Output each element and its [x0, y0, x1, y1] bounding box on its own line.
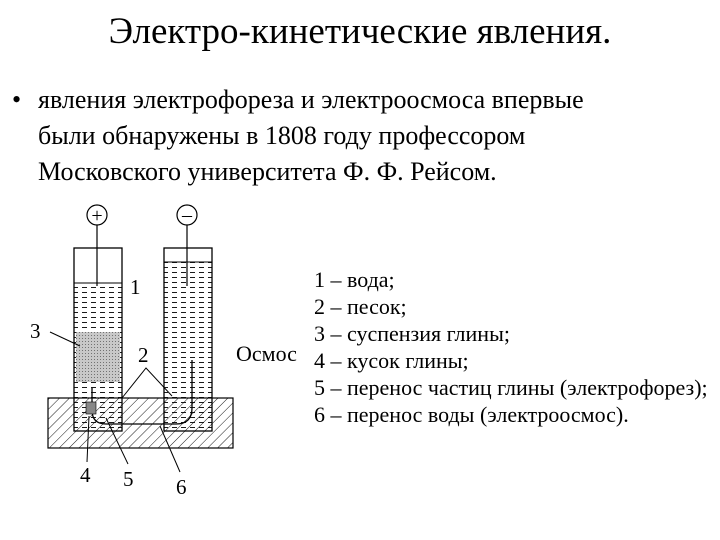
- slide-title: Электро-кинетические явления.: [108, 11, 612, 52]
- legend-item: 6 – перенос воды (электроосмос).: [314, 402, 629, 427]
- clay-suspension: [76, 332, 120, 382]
- osmosis-label: Осмос: [236, 341, 297, 366]
- label-4: 4: [80, 463, 91, 487]
- bullet-line: Московского университета Ф. Ф. Рейсом.: [38, 157, 497, 186]
- label-5: 5: [123, 467, 134, 491]
- clay-piece: [86, 402, 96, 414]
- label-2: 2: [138, 343, 149, 367]
- legend-item: 5 – перенос частиц глины (электрофорез);: [314, 375, 708, 400]
- diagram-legend: [314, 266, 708, 428]
- label-6: 6: [176, 475, 187, 499]
- legend-item: 3 – суспензия глины;: [314, 321, 510, 346]
- label-3: 3: [30, 319, 41, 343]
- minus-sign: –: [182, 204, 192, 226]
- bullet-line: были обнаружены в 1808 году профессором: [38, 121, 526, 150]
- right-tube-water: [164, 262, 212, 428]
- bullet-text: [38, 82, 718, 190]
- legend-item: 1 – вода;: [314, 267, 395, 292]
- label-1: 1: [130, 275, 141, 299]
- legend-item: 4 – кусок глины;: [314, 348, 469, 373]
- bullet-marker: •: [12, 85, 22, 114]
- legend-item: 2 – песок;: [314, 294, 407, 319]
- plus-sign: +: [91, 205, 103, 227]
- bullet-line: явления электрофореза и электроосмоса впервые: [38, 85, 584, 114]
